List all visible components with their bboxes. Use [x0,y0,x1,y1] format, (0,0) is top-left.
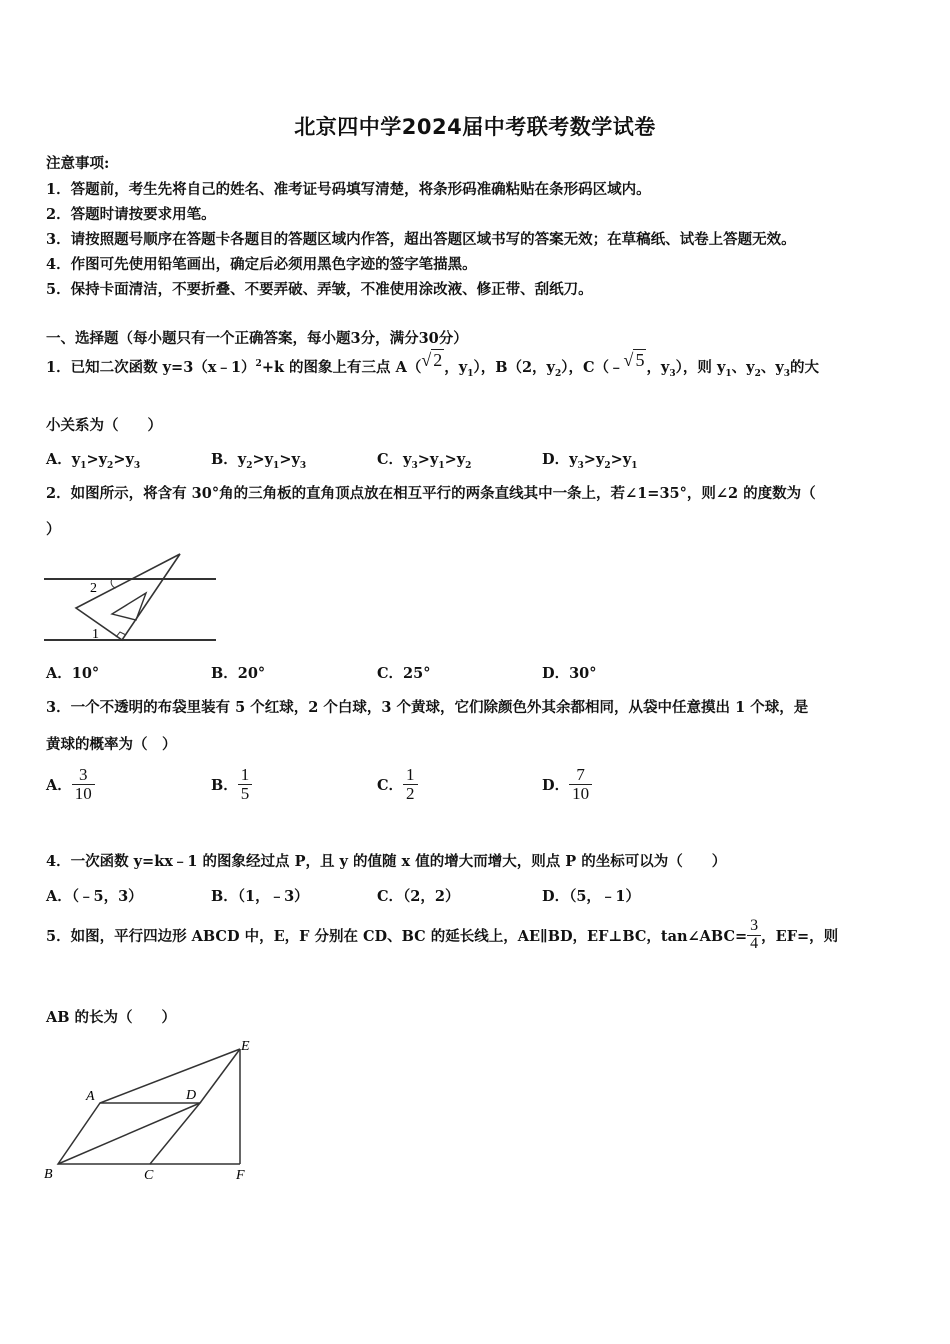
q1-option-c: C．$y_3>y_1>y_2$ [377,451,472,471]
notice-item-3: 3．请按照题号顺序在答题卡各题目的答题区域内作答，超出答题区域书写的答案无效；在草稿纸、试卷上答题无效。 [46,231,796,248]
parallelogram-figure [40,1036,265,1186]
q4-option-d: D．（5，﹣1） [542,888,641,905]
fraction: $\frac{1}{2}$ [403,766,418,803]
notice-item-5: 5．保持卡面清洁，不要折叠、不要弄破、弄皱，不准使用涂改液、修正带、刮纸刀。 [46,281,593,298]
q3-option-c: C． $\frac{1}{2}$ [377,766,418,803]
triangle-ruler-figure [44,550,219,648]
question-4-text: 4．一次函数 y=kx﹣1 的图象经过点 P，且 y 的值随 x 值的增大而增大，则点 P 的坐标可以为（ ） [46,853,727,870]
point-c-label: C [144,1168,154,1183]
segment-ae [100,1049,240,1103]
notice-item-4: 4．作图可先使用铅笔画出，确定后必须用黑色字迹的签字笔描黑。 [46,256,477,273]
q1-option-d: D．$y_3>y_2>y_1$ [542,451,638,471]
question-5-line2: AB 的长为（ ） [46,1009,177,1026]
question-3-line2: 黄球的概率为（ ） [46,736,177,753]
section-heading: 一、选择题（每小题只有一个正确答案，每小题3分，满分30分） [46,330,468,347]
angle-2-arc [111,579,116,588]
q4-option-a: A．（﹣5，3） [46,888,143,905]
point-e-label: E [241,1039,250,1054]
notice-heading: 注意事项: [46,155,110,172]
point-b-label: B [44,1167,53,1182]
q2-option-a: A．10° [46,665,100,682]
q4-option-b: B．（1，﹣3） [211,888,309,905]
q1-option-a: A．$y_1>y_2>y_3$ [46,451,141,471]
fraction: $\frac{7}{10}$ [569,766,592,803]
q1-option-b: B．$y_2>y_1>y_3$ [211,451,307,471]
notice-item-1: 1．答题前，考生先将自己的姓名、准考证号码填写清楚，将条形码准确粘贴在条形码区域内。 [46,181,651,198]
q3-option-d: D． $\frac{7}{10}$ [542,766,592,803]
fraction: $\frac{1}{5}$ [238,766,253,803]
angle-1-label: 1 [92,627,99,642]
question-5-text: 5．如图，平行四边形 ABCD 中，E，F 分别在 CD、BC 的延长线上，AE∥BD，EF⊥BC，tan∠ABC= $\frac{3}{4}$ ，EF=，则 [46,917,839,952]
fraction-tan: $\frac{3}{4}$ [747,918,761,953]
question-1-text: 1．已知二次函数 y=3（x﹣1）$^2$+k 的图象上有三点 A（√ 2 ，$y_1$），B（2，$y_2$），C（﹣√ 5 ，$y_3$），则 $y_1$、$y_2$、$y_3$的大 [46,350,820,379]
sqrt-5: √ 5 [623,350,645,370]
sqrt-2: √ 2 [421,350,443,370]
page-title: 北京四中学2024届中考联考数学试卷 [294,115,656,139]
q2-option-b: B．20° [211,665,266,682]
fraction: $\frac{3}{10}$ [72,766,95,803]
point-f-label: F [236,1168,245,1183]
notice-item-2: 2．答题时请按要求用笔。 [46,206,216,223]
triangle-inner [112,593,146,620]
q3-option-b: B． $\frac{1}{5}$ [211,766,252,803]
q4-option-c: C．（2，2） [377,888,460,905]
point-d-label: D [186,1088,197,1103]
q3-option-a: A． $\frac{3}{10}$ [46,766,95,803]
q2-option-d: D．30° [542,665,597,682]
q2-option-c: C．25° [377,665,431,682]
question-2-line2: ） [46,521,61,538]
question-2-text: 2．如图所示，将含有 30°角的三角板的直角顶点放在相互平行的两条直线其中一条上，若∠1=35°，则∠2 的度数为（ [46,485,816,502]
angle-2-label: 2 [90,581,97,596]
question-1-line2: 小关系为（ ） [46,417,162,434]
point-a-label: A [86,1089,95,1104]
question-3-text: 3．一个不透明的布袋里装有 5 个红球，2 个白球，3 个黄球，它们除颜色外其余都相同，从袋中任意摸出 1 个球，是 [46,699,809,716]
